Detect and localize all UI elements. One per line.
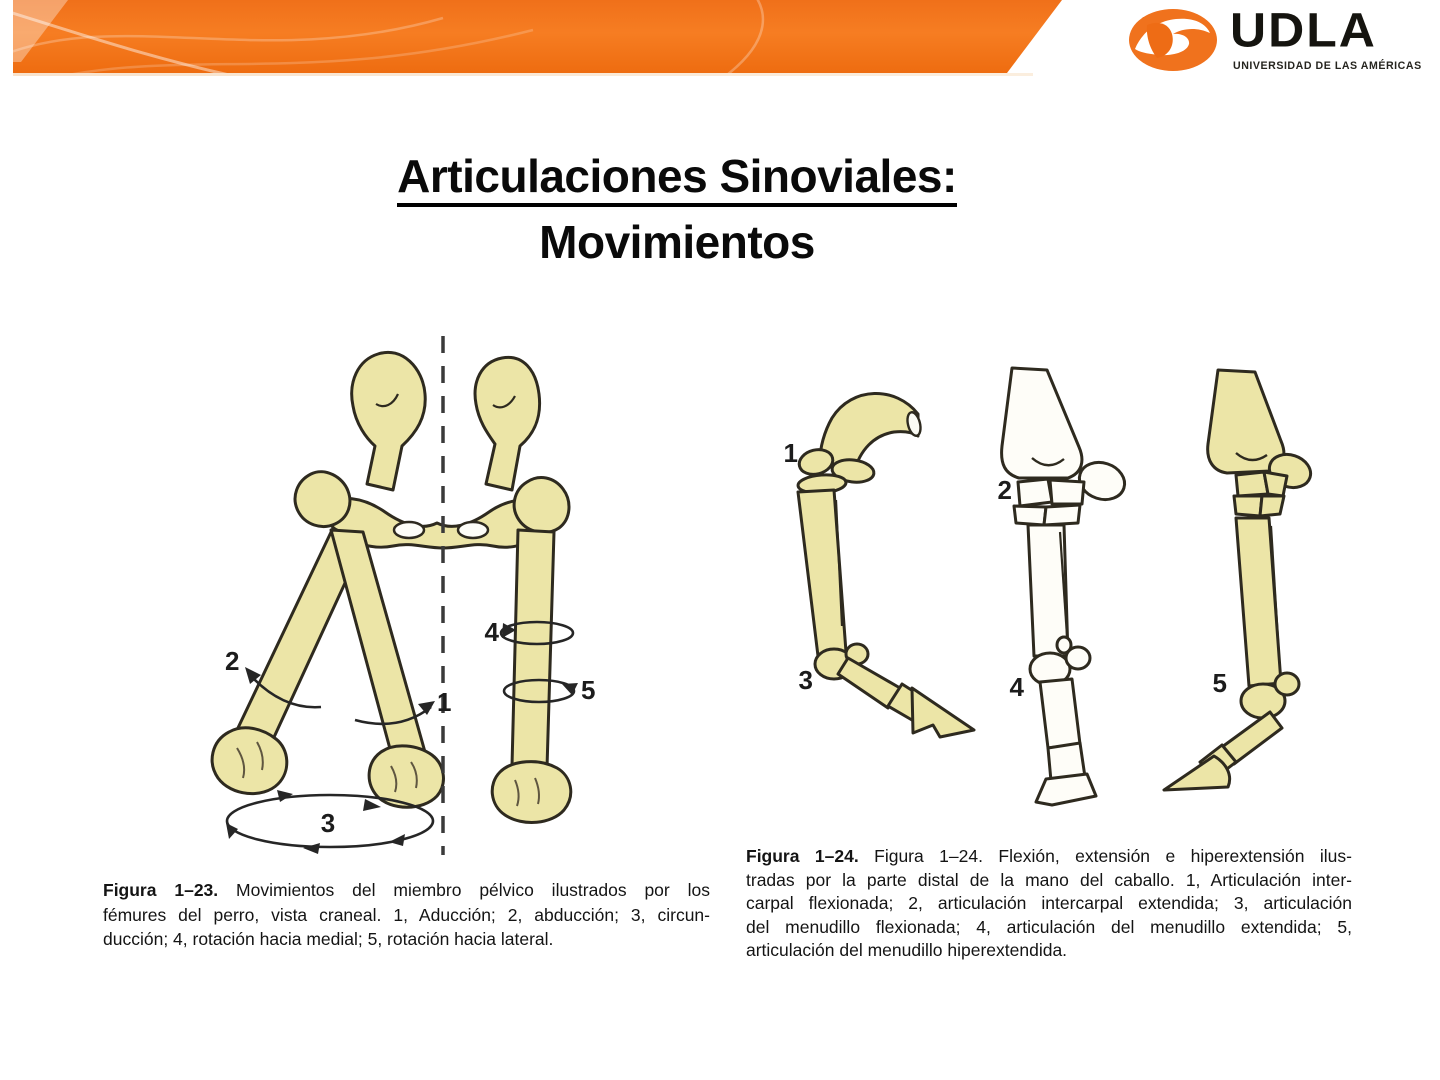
banner-swoosh-decoration — [13, 0, 1062, 73]
slide-title-line1: Articulaciones Sinoviales: — [397, 150, 957, 207]
caption-line — [746, 845, 1352, 869]
banner-bottom-edge — [13, 73, 1033, 76]
carpal-bone — [1018, 479, 1052, 506]
caption-line — [103, 878, 710, 903]
fig24-label-5: 5 — [1212, 668, 1227, 698]
radius — [1208, 370, 1284, 473]
caption-lead: Figura 1–24. — [746, 846, 859, 866]
hoof — [1036, 774, 1096, 805]
carpal-bone — [1050, 480, 1084, 504]
fig23-label-1: 1 — [437, 687, 452, 717]
caption-line: articulación del menudillo hiperextendida. — [746, 940, 1068, 960]
udla-logo-icon — [1126, 7, 1220, 73]
fig24-label-4: 4 — [1009, 672, 1024, 702]
fig24-label-3: 3 — [798, 665, 813, 695]
figure-1-23-caption — [103, 878, 710, 952]
femur-bones — [212, 528, 571, 822]
hoof — [912, 688, 974, 737]
carpal-bone — [1234, 496, 1262, 516]
caption-lead: Figura 1–23. — [103, 880, 219, 900]
fig24-label-2: 2 — [997, 475, 1012, 505]
right-trochanter — [514, 478, 569, 533]
fig24-label-1: 1 — [783, 438, 798, 468]
radius-flexed — [820, 393, 918, 472]
udla-logo-text: UDLA — [1230, 3, 1377, 57]
slide-title — [0, 143, 1354, 275]
caption-line: tradas por la parte distal de la mano del caballo. 1, Articulación inter- — [746, 869, 1352, 890]
fig23-label-5: 5 — [581, 675, 596, 705]
caption-text: Movimientos del miembro pélvico ilustrados por los — [236, 880, 710, 900]
carpal-bone — [1264, 472, 1287, 496]
header-banner — [13, 0, 1062, 73]
radius-extended — [1002, 368, 1082, 478]
figure-1-24-illustration — [750, 358, 1370, 830]
fig23-label-4: 4 — [484, 617, 499, 647]
left-trochanter — [295, 472, 350, 527]
pelvis-bones — [295, 352, 569, 548]
caption-line: del menudillo flexionada; 4, articulación del menudillo extendida; 5, — [746, 916, 1352, 937]
obturator-foramen-left — [394, 522, 424, 538]
slide-title-line2: Movimientos — [539, 215, 815, 268]
figure-1-23-illustration — [185, 332, 655, 872]
sesamoid — [1066, 647, 1090, 669]
sesamoid — [1275, 673, 1299, 695]
femur-right-condyle — [492, 762, 571, 823]
caption-line: carpal flexionada; 2, articulación intercarpal extendida; 3, articulación — [746, 893, 1352, 913]
udla-logo — [1126, 3, 1422, 77]
limb-hyperextended — [1164, 370, 1315, 790]
obturator-foramen-right — [458, 522, 488, 538]
femur-abducted-condyle — [212, 728, 287, 794]
limb-carpus-flexed — [797, 393, 974, 737]
caption-line: ducción; 4, rotación hacia medial; 5, rotación hacia lateral. — [103, 929, 554, 949]
right-ilium-wing — [475, 357, 540, 490]
caption-text: Figura 1–24. Flexión, extensión e hiperextensión ilus- — [874, 846, 1352, 866]
hoof — [1164, 756, 1230, 790]
limb-extended — [1002, 368, 1130, 805]
fig23-label-3: 3 — [320, 808, 336, 838]
femur-adducted-shaft — [331, 530, 425, 760]
pastern — [1040, 679, 1080, 748]
carpal-bone — [1044, 505, 1080, 525]
left-ilium-wing — [352, 352, 426, 490]
carpal-bone — [1260, 496, 1284, 516]
caption-line: fémures del perro, vista craneal. 1, Aducción; 2, abducción; 3, circun- — [103, 904, 710, 925]
metacarpus — [1236, 518, 1281, 686]
carpal-bone — [1014, 506, 1046, 525]
fig23-label-2: 2 — [225, 646, 240, 676]
figure-1-24-caption — [746, 845, 1352, 963]
udla-logo-subtitle: UNIVERSIDAD DE LAS AMÉRICAS — [1233, 60, 1422, 72]
femur-right-shaft — [512, 530, 554, 768]
